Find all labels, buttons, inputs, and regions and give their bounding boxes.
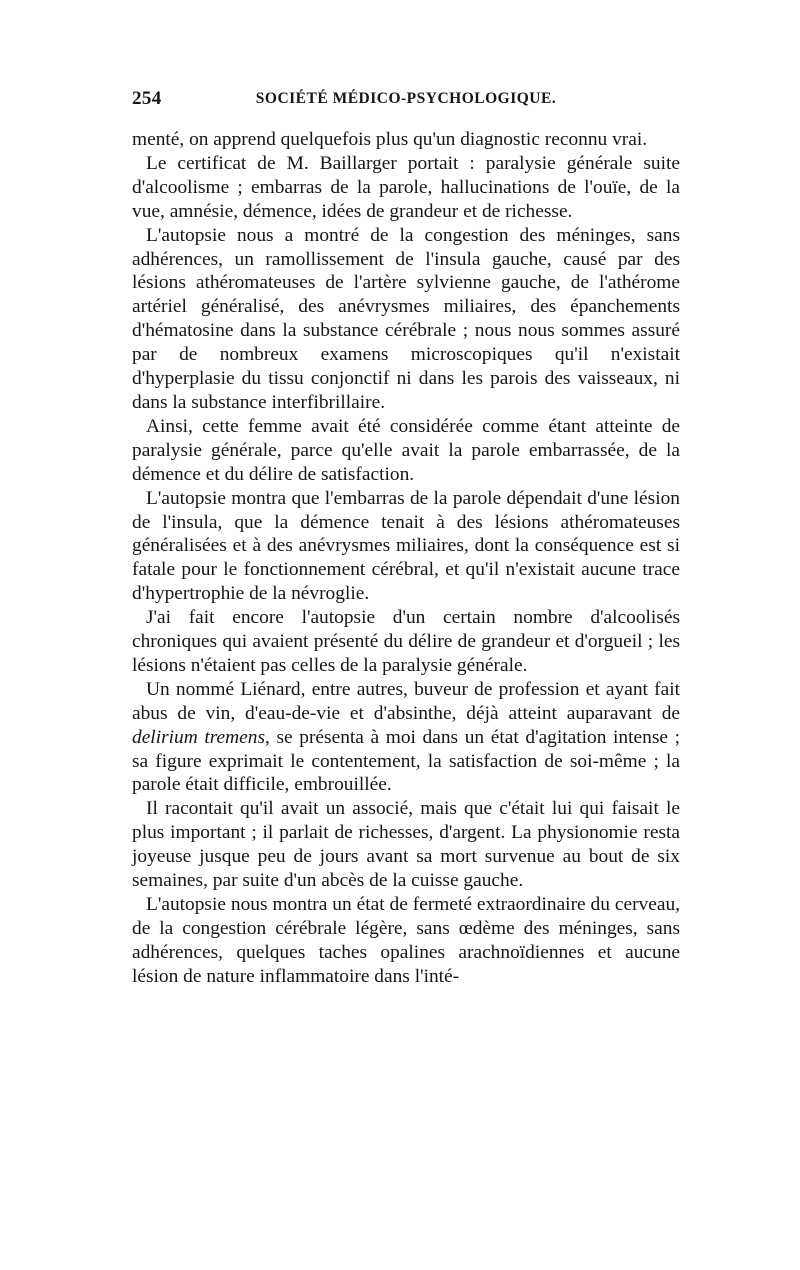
paragraph-chronic-alcoholics: J'ai fait encore l'autopsie d'un certain nombre d'alcoolisés chroniques qui avaient présenté du délire de grandeur et d'orgueil ; les lésions n'étaient pas celles de la paralysie générale. bbox=[132, 607, 680, 676]
italic-term: delirium tremens bbox=[132, 726, 266, 748]
book-page bbox=[132, 88, 680, 989]
paragraph-continuation: menté, on apprend quelquefois plus qu'un diagnostic reconnu vrai. bbox=[132, 129, 648, 150]
paragraph-lienard-autopsy: L'autopsie nous montra un état de fermeté extraordinaire du cerveau, de la congestion cérébrale légère, sans œdème des méninges, sans adhérences, quelques taches opalines arachnoïdiennes et aucune lésion de nature inflammatoire dans l'inté- bbox=[132, 894, 680, 987]
paragraph-lienard-case bbox=[132, 678, 680, 798]
running-head bbox=[132, 88, 680, 118]
paragraph-autopsy-findings: L'autopsie nous a montré de la congestion des méninges, sans adhérences, un ramollissement de l'insula gauche, causé par des lésions athéromateuses de l'artère sylvienne gauche, de l'athérome artériel généralisé, des anévrysmes miliaires, des épanchements d'hématosine dans la substance cérébrale ; nous nous sommes assuré par de nombreux examens microscopiques qu'il n'existait d'hyperplasie du tissu conjonctif ni dans les parois des vaisseaux, ni dans la substance interfibrillaire. bbox=[132, 224, 680, 413]
text-segment: , se présenta à moi dans un état d'agitation intense ; sa figure exprimait le contentement, la satisfaction de soi-même ; la parole était difficile, embrouillée. bbox=[132, 726, 680, 796]
paragraph-conclusion: Ainsi, cette femme avait été considérée comme étant atteinte de paralysie générale, parce qu'elle avait la parole embarrassée, de la démence et du délire de satisfaction. bbox=[132, 415, 680, 485]
paragraph-lienard-behavior: Il racontait qu'il avait un associé, mais que c'était lui qui faisait le plus important ; il parlait de richesses, d'argent. La physionomie resta joyeuse jusque peu de jours avant sa mort survenue au bout de six semaines, par suite d'un abcès de la cuisse gauche. bbox=[132, 798, 680, 892]
paragraph-autopsy-interpretation: L'autopsie montra que l'embarras de la parole dépendait d'une lésion de l'insula, que la démence tenait à des lésions athéromateuses généralisées et à des anévrysmes miliaires, dont la conséquence est si fatale pour le fonctionnement cérébral, et qu'il n'existait aucune trace d'hypertrophie de la névroglie. bbox=[132, 487, 680, 605]
page-number: 254 bbox=[132, 88, 162, 109]
text-segment: Un nommé Liénard, entre autres, buveur de profession et ayant fait abus de vin, d'eau-de-vie et d'absinthe, déjà atteint auparavant de bbox=[132, 678, 680, 724]
paragraph-certificate: Le certificat de M. Baillarger portait : paralysie générale suite d'alcoolisme ; embarras de la parole, hallucinations de l'ouïe, de la vue, amnésie, démence, idées de grandeur et de richesse. bbox=[132, 152, 680, 222]
running-title: SOCIÉTÉ MÉDICO-PSYCHOLOGIQUE. bbox=[255, 90, 557, 107]
body-text bbox=[132, 128, 680, 989]
